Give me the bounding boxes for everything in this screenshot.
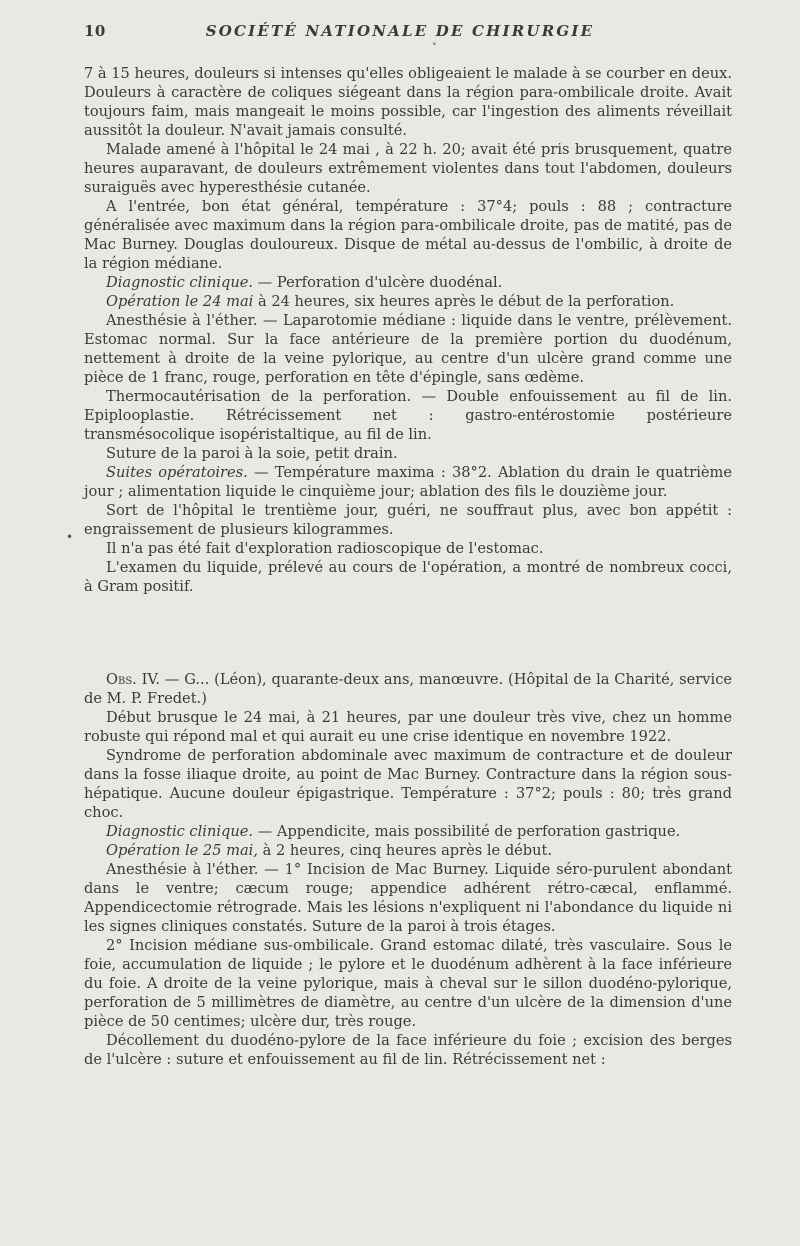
paragraph <box>84 273 732 292</box>
margin-mark: • <box>66 530 74 544</box>
paragraph: Syndrome de perforation abdominale avec maximum de contracture et de douleur dans la fosse iliaque droite, au point de Mac Burney. Contracture dans la région sous-hépatique. Aucune douleur épigastrique. Température : 37°2; pouls : 80; très grand choc. <box>84 747 732 821</box>
paragraph-text: à 24 heures, six heures après le début de la perforation. <box>253 293 675 310</box>
page-number: 10 <box>84 22 106 40</box>
paragraph: Thermocautérisation de la perforation. — Double enfouissement au fil de lin. Epiplooplastie. Rétrécissement net : gastro-entérostomie postérieure transmésocolique isopéristaltique, au fil de lin. <box>84 388 732 443</box>
paragraph <box>84 822 732 841</box>
paragraph: 2° Incision médiane sus-ombilicale. Grand estomac dilaté, très vasculaire. Sous le foie, accumulation de liquide ; le pylore et le duodénum adhèrent à la face inférieure du foie. A droite de la veine pylorique, mais à cheval sur le sillon duodéno-pylorique, perforation de 5 millimètres de diamètre, au centre d'un ulcère de la dimension d'une pièce de 50 centimes; ulcère dur, très rouge. <box>84 937 732 1030</box>
paragraph <box>84 463 732 501</box>
paragraph: Début brusque le 24 mai, à 21 heures, par une douleur très vive, chez un homme robuste qui répond mal et qui aurait eu une crise identique en novembre 1922. <box>84 709 732 745</box>
paragraph <box>84 292 732 311</box>
paragraph: Suture de la paroi à la soie, petit drain. <box>106 445 398 462</box>
page-header <box>84 22 716 44</box>
paragraph-label: Diagnostic clinique. <box>106 274 254 291</box>
paragraph: A l'entrée, bon état général, température : 37°4; pouls : 88 ; contracture généralisée avec maximum dans la région para-ombilicale droite, pas de matité, pas de Mac Burney. Douglas douloureux. Disque de métal au-dessus de l'ombilic, à droite de la région médiane. <box>84 198 732 272</box>
running-title: SOCIÉTÉ NATIONALE DE CHIRURGIE <box>205 22 595 40</box>
paragraph: Anesthésie à l'éther. — Laparotomie médiane : liquide dans le ventre, prélèvement. Estomac normal. Sur la face antérieure de la première portion du duodénum, nettement à droite de la veine pylorique, au centre d'un ulcère grand comme une pièce de 1 franc, rouge, perforation en tête d'épingle, sans œdème. <box>84 312 732 386</box>
paragraph-text: à 2 heures, cinq heures après le début. <box>257 842 553 859</box>
paragraph-label: Opération le 25 mai, <box>106 842 258 859</box>
paragraph <box>84 670 732 708</box>
paragraph: Sort de l'hôpital le trentième jour, guéri, ne souffraut plus, avec bon appétit : engraissement de plusieurs kilogrammes. <box>84 502 732 538</box>
observation-3-continued <box>84 64 732 596</box>
paragraph: L'examen du liquide, prélevé au cours de l'opération, a montré de nombreux cocci, à Gram positif. <box>84 559 732 595</box>
paragraph-text: — Appendicite, mais possibilité de perforation gastrique. <box>253 823 681 840</box>
paragraph: Il n'a pas été fait d'exploration radioscopique de l'estomac. <box>106 540 544 557</box>
paragraph-label: Opération le 24 mai <box>106 293 254 310</box>
paragraph-text: — G... (Léon), quarante-deux ans, manœuvre. (Hôpital de la Charité, service de M. P. Fredet.) <box>84 671 732 707</box>
paragraph-label: Diagnostic clinique. <box>106 823 254 840</box>
observation-label: Obs. IV. <box>106 671 161 688</box>
paragraph-text: — Perforation d'ulcère duodénal. <box>253 274 503 291</box>
paragraph-label: Suites opératoires. <box>106 464 248 481</box>
paragraph: Malade amené à l'hôpital le 24 mai , à 22 h. 20; avait été pris brusquement, quatre heures auparavant, de douleurs extrêmement violentes dans tout l'abdomen, douleurs suraiguës avec hyperesthésie cutanée. <box>84 141 732 196</box>
printing-dot: • <box>432 40 437 49</box>
paragraph-text: — Température maxima : 38°2. Ablation du drain le quatrième jour ; alimentation liquide le cinquième jour; ablation des fils le douzième jour. <box>84 464 732 500</box>
paragraph: 7 à 15 heures, douleurs si intenses qu'elles obligeaient le malade à se courber en deux. Douleurs à caractère de coliques siégeant dans la région para-ombilicale droite. Avait toujours faim, mais mangeait le moins possible, car l'ingestion des aliments réveillait aussitôt la douleur. N'avait jamais consulté. <box>84 65 732 139</box>
observation-4 <box>84 670 732 1069</box>
paragraph: Décollement du duodéno-pylore de la face inférieure du foie ; excision des berges de l'ulcère : suture et enfouissement au fil de lin. Rétrécissement net : <box>84 1032 732 1068</box>
paragraph: Anesthésie à l'éther. — 1° Incision de Mac Burney. Liquide séro-purulent abondant dans le ventre; cæcum rouge; appendice adhérent rétro-cæcal, enflammé. Appendicectomie rétrograde. Mais les lésions n'expliquent ni l'abondance du liquide ni les signes cliniques constatés. Suture de la paroi à trois étages. <box>84 861 732 935</box>
paragraph <box>84 841 732 860</box>
